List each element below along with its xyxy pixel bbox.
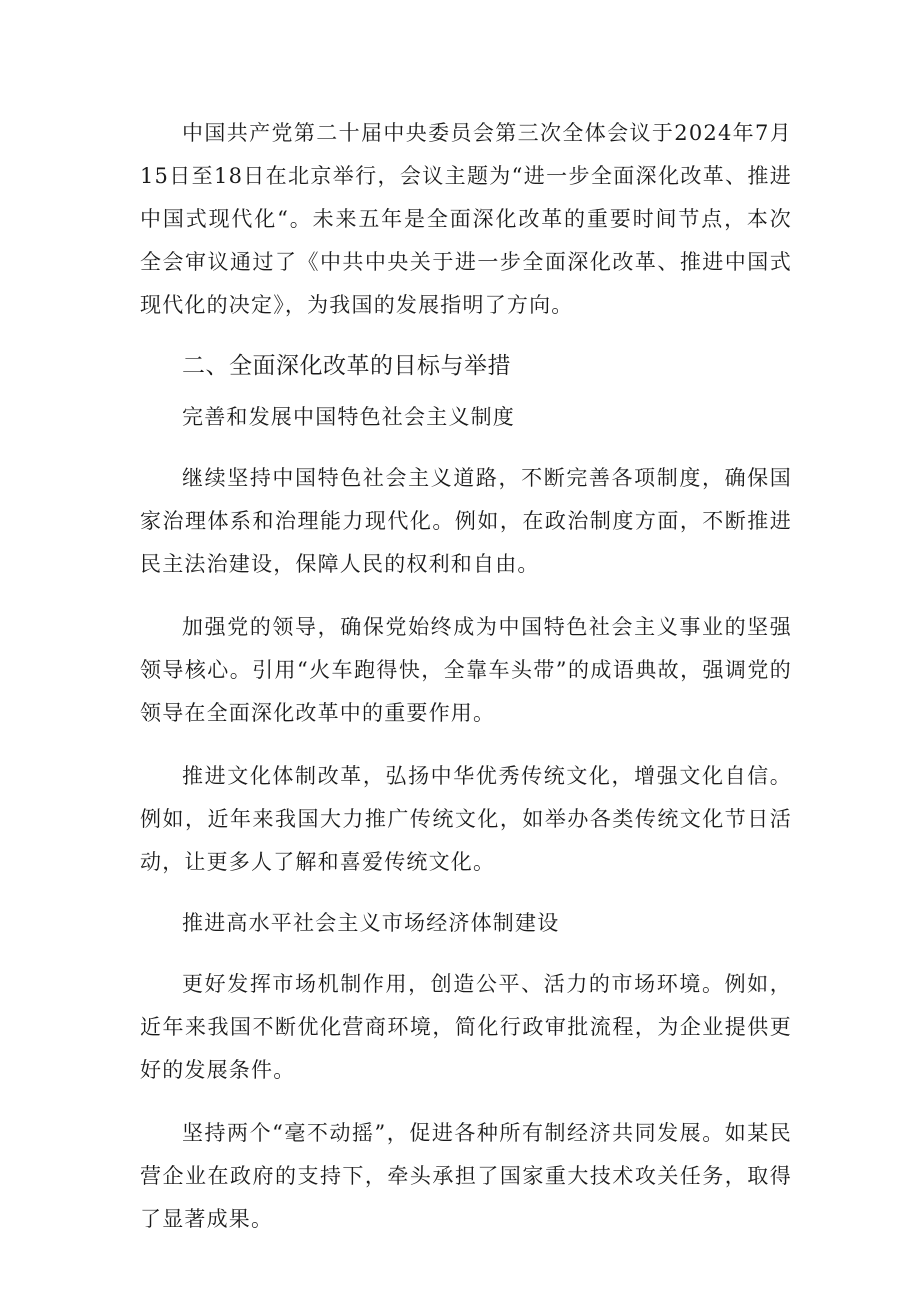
document-body xyxy=(140,112,792,1241)
subsection-title-market: 推进高水平社会主义市场经济体制建设 xyxy=(182,911,560,935)
paragraph-ownership: 坚持两个“毫不动摇”，促进各种所有制经济共同发展。如某民营企业在政府的支持下，牵头承担了国家重大技术攻关任务，取得了显著成果。 xyxy=(140,1121,792,1231)
paragraph-party-leadership: 加强党的领导，确保党始终成为中国特色社会主义事业的坚强领导核心。引用“火车跑得快，全靠车头带”的成语典故，强调党的领导在全面深化改革中的重要作用。 xyxy=(140,615,792,725)
paragraph-governance: 继续坚持中国特色社会主义道路，不断完善各项制度，确保国家治理体系和治理能力现代化。例如，在政治制度方面，不断推进民主法治建设，保障人民的权利和自由。 xyxy=(140,466,792,576)
section-heading: 二、全面深化改革的目标与举措 xyxy=(182,353,511,379)
subsection-title-system: 完善和发展中国特色社会主义制度 xyxy=(182,405,515,429)
paragraph-culture-reform: 推进文化体制改革，弘扬中华优秀传统文化，增强文化自信。例如，近年来我国大力推广传统文化，如举办各类传统文化节日活动，让更多人了解和喜爱传统文化。 xyxy=(140,764,792,874)
paragraph-market-mechanism: 更好发挥市场机制作用，创造公平、活力的市场环境。例如，近年来我国不断优化营商环境，简化行政审批流程，为企业提供更好的发展条件。 xyxy=(140,972,792,1082)
intro-paragraph: 中国共产党第二十届中央委员会第三次全体会议于2024年7月15日至18日在北京举行，会议主题为“进一步全面深化改革、推进中国式现代化“。未来五年是全面深化改革的重要时间节点，本次全会审议通过了《中共中央关于进一步全面深化改革、推进中国式现代化的决定》，为我国的发展指明了方向。 xyxy=(140,121,792,317)
